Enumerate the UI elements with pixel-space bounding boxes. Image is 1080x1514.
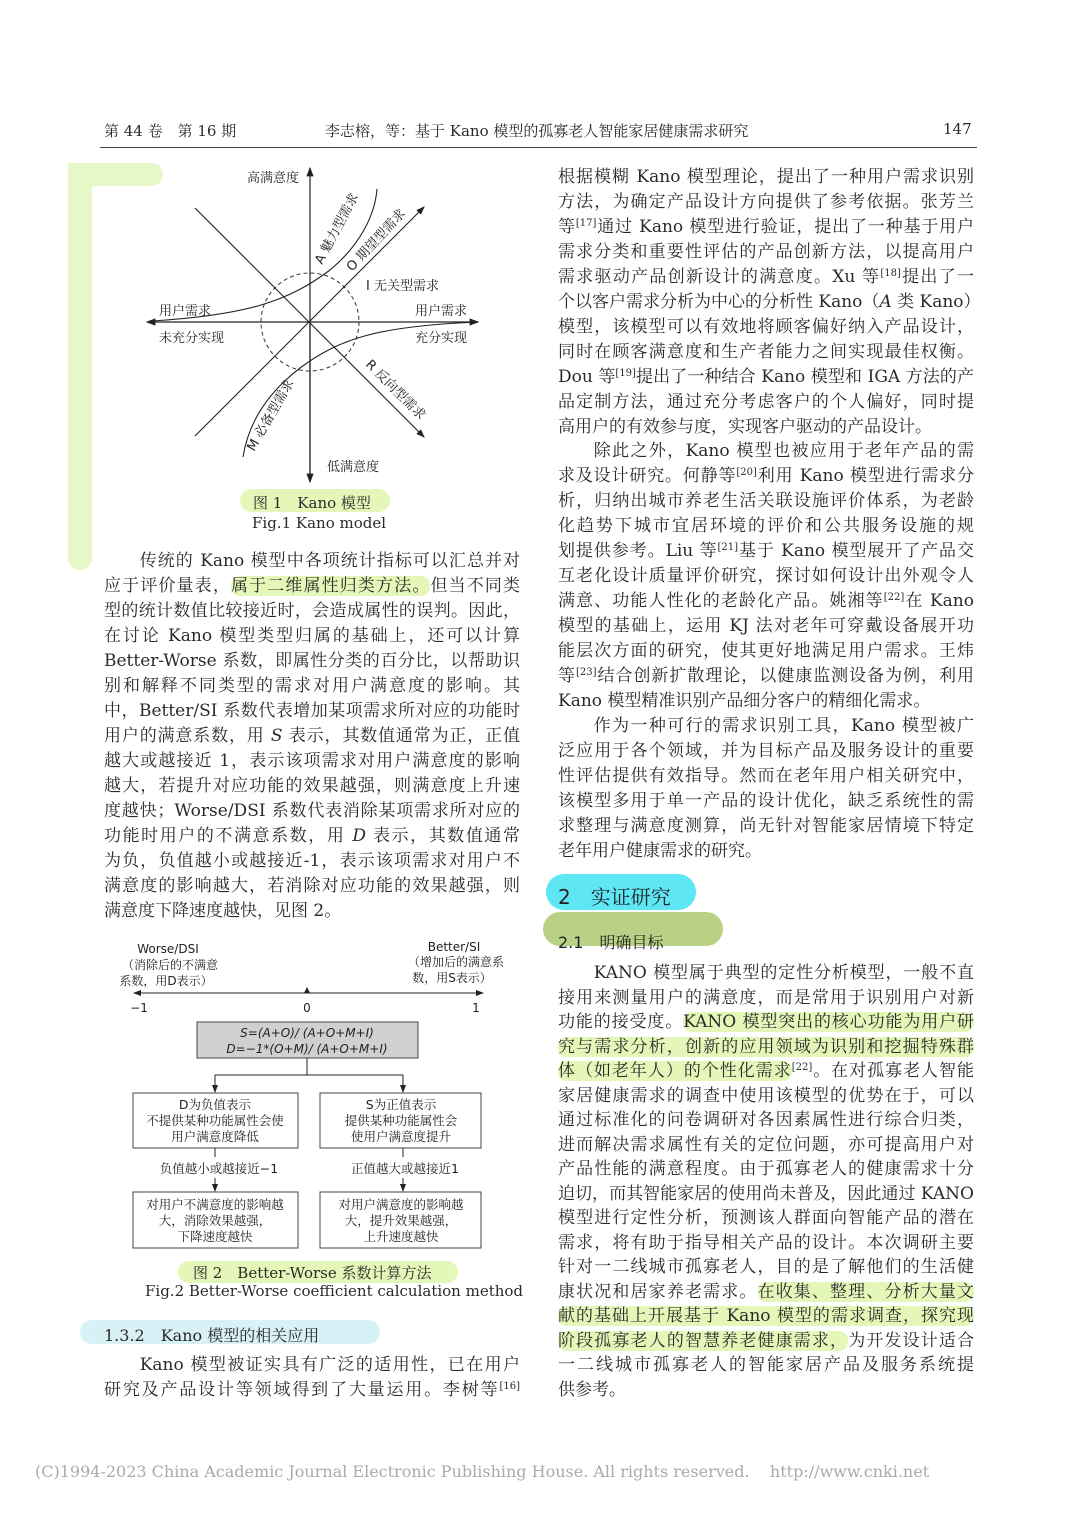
text-run: 性评估提供有效指导。然而在老年用户相关研究中， [558,765,974,786]
text-run: 提出了一 [900,266,974,287]
text-line [558,265,974,290]
text-run: 等 [558,666,576,687]
text-line [104,599,520,624]
text-run: 能层次方面的研究，使其更好地满足用户需求。王炜 [558,641,974,662]
text-line [558,190,974,215]
citation-ref: [23] [575,667,597,679]
text-run: 作为一种可行的需求识别工具，Kano 模型被广 [593,715,974,736]
text-run: 类 Kano） [891,291,981,312]
annotation-bar [68,163,92,570]
fig2-caption-cn: 图 2 Better-Worse 系数计算方法 [193,1264,432,1282]
text-line [558,614,974,639]
text-line [558,1378,974,1403]
text-line [558,814,974,839]
text-line [558,1084,974,1109]
better-label: Better/SI [427,940,481,954]
text-line [558,315,974,340]
highlighted-text: 献的基础上开展基于 Kano 模型的需求调查，探究现 [558,1306,974,1326]
text-run: 传统的 Kano 模型中各项统计指标可以汇总并对 [139,551,520,571]
label-right-need: 用户需求 [415,304,468,319]
negative-box-line-3: 用户满意度降低 [171,1129,259,1144]
text-run: 同时在顾客满意度和生产者能力之间实现最佳权衡。 [558,341,974,362]
page-number: 147 [943,120,972,138]
text-line [558,215,974,240]
label-left-need: 用户需求 [159,304,212,319]
text-run: 但当不同类 [430,576,521,596]
label-left-unfulfilled: 未充分实现 [159,331,225,346]
text-run: 品定制方法，通过充分考虑客户的个人偏好，同时提 [558,391,974,412]
label-reverse: R 反向型需求 [362,357,429,424]
math-symbol: S [270,726,283,746]
text-line [558,1182,974,1207]
text-line [558,514,974,539]
text-line [558,365,974,390]
text-run: 产品性能的满意程度。由于孤寡老人的健康需求十分 [558,1159,974,1179]
text-run: 进而解决需求属性有关的定位问题，亦可提高用户对 [558,1134,974,1155]
text-line [104,699,520,724]
better-desc-1: （增加后的满意系 [407,955,505,969]
cnki-link[interactable]: http://www.cnki.net [769,1462,930,1481]
highlighted-text: 体（如老年人）的个性化需求 [558,1061,792,1081]
text-run: 功能时用户的不满意系数，用 [104,826,353,846]
text-line [558,1035,974,1060]
text-run: 需求，将有助于指导相关产品的设计。本次调研主要 [558,1232,974,1253]
copyright-footer [35,1462,929,1481]
text-line [104,674,520,699]
citation-ref: [20] [736,467,757,479]
text-run: 供参考。 [558,1379,626,1400]
formula-s: S=(A+O)/ (A+O+M+I) [240,1026,374,1040]
text-line [104,874,520,899]
text-line [104,899,520,924]
text-run: Kano 模型被证实具有广泛的适用性，已在用户 [139,1355,520,1375]
header-rule [100,147,977,148]
text-run: 结合创新扩散理论，以健康监测设备为例，利用 [596,666,975,687]
text-line [104,624,520,649]
worse-label: Worse/DSI [137,942,199,956]
text-run: 老年用户健康需求的研究。 [558,840,762,861]
math-symbol: A [879,291,892,312]
text-line [558,1206,974,1231]
label-indifferent: I 无关型需求 [366,279,439,294]
text-run: 在 Kano [904,591,974,612]
text-run: 除此之外，Kano 模型也被应用于老年产品的需 [593,441,974,462]
text-line [558,564,974,589]
text-line [104,824,520,849]
text-line [558,689,974,714]
text-run: 方法，为确定产品设计方向提供了参考依据。张芳兰 [558,191,974,212]
text-line [558,240,974,265]
body-text-left-1 [104,549,520,924]
text-run: 越大或越接近 1，表示该项需求对用户满意度的影响 [104,751,520,771]
text-run: 迫切，而其智能家居的使用尚未普及，因此通过 KANO [558,1183,974,1204]
math-symbol: D [352,826,367,846]
citation-ref: [21] [717,542,739,554]
label-attractive: A 魅力型需求 [312,190,363,267]
citation-ref: [18] [880,267,901,279]
negative-box-line-2: 不提供某种功能属性会使 [146,1113,284,1128]
body-text-right-1 [558,165,981,864]
highlighted-text: KANO 模型突出的核心功能为用户研 [683,1012,974,1032]
text-run: 通过标准化的问卷调研对各因素属性进行综合归类， [558,1110,974,1130]
text-run: 化趋势下城市宜居环境的评价和公共服务设施的规 [558,516,974,537]
highlighted-text: 究与需求分析，创新的应用领域为识别和挖掘特殊群 [558,1036,974,1057]
text-run: 析，归纳出城市养老生活关联设施评价体系，为老龄 [558,491,974,512]
text-run: 高用户的有效参与度，实现客户驱动的产品设计。 [558,416,932,437]
text-line [104,1353,520,1378]
text-line [558,290,981,315]
text-run: 一二线城市孤寡老人的智能家居产品及服务系统提 [558,1355,974,1375]
text-line [558,489,974,514]
label-must-be: M 必备型需求 [244,376,298,454]
highlighted-text: 在收集、整理、分析大量文 [757,1281,974,1302]
citation-ref: [22] [791,1062,813,1073]
running-title: 李志榕，等：基于 Kano 模型的孤寡老人智能家居健康需求研究 [325,122,749,140]
text-run: 需求分类和重要性评估的产品创新方法，以提高用户 [558,241,974,262]
text-run: 家居健康需求的调查中使用该模型的优势在于，可以 [558,1085,974,1106]
body-text-left-2 [104,1353,520,1402]
text-line [558,390,974,415]
section-1-3-2-heading: 1.3.2 Kano 模型的相关应用 [104,1326,320,1345]
label-low-satisfaction: 低满意度 [327,460,380,475]
text-run: 根据模糊 Kano 模型理论，提出了一种用户需求识别 [558,167,974,187]
text-run: 应于评价量表， [104,576,231,596]
highlighted-text: 属于二维属性归类方法。 [230,576,431,596]
text-line [558,340,974,365]
worse-desc-2: 系数，用D表示） [119,974,213,988]
text-line [558,1353,974,1378]
text-run: 为负，负值越小或越接近-1，表示该项需求对用户不 [104,851,520,871]
citation-ref: [16] [499,1380,520,1392]
text-line [558,839,974,864]
better-desc-2: 数，用S表示） [412,971,492,985]
kano-model-figure [140,160,490,490]
text-run: 表示，其数值通常为正，正值 [282,726,521,746]
fig2-caption-en: Fig.2 Better-Worse coefficient calculation method [145,1282,524,1300]
tick-minus-one: −1 [130,1001,148,1015]
section-2-1-heading: 2.1 明确目标 [558,933,664,952]
worse-desc-1: （消除后的不满意 [121,958,219,972]
text-line [558,415,974,440]
text-run: Better-Worse 系数，即属性分类的百分比，以帮助识 [104,651,520,671]
text-run: 用户的满意系数，用 [104,726,271,746]
journal-volume-issue: 第 44 卷 第 16 期 [104,122,237,140]
citation-ref: [22] [883,592,905,604]
text-line [558,1010,974,1035]
text-run: 。在对孤寡老人智能 [812,1061,975,1081]
text-run: Kano 模型精准识别产品细分客户的精细化需求。 [558,691,931,712]
text-run: 型的统计数值比较接近时，会造成属性的误判。因此， [104,601,520,621]
text-line [558,1280,974,1305]
text-line [558,464,974,489]
negative-box-line-1: D为负值表示 [178,1097,252,1112]
positive-box-line-3: 使用户满意度提升 [350,1129,452,1144]
fig1-caption-en: Fig.1 Kano model [252,514,387,532]
text-line [558,789,974,814]
text-line [104,549,520,574]
text-line [558,1059,974,1084]
section-2-heading: 2 实证研究 [558,885,671,909]
fig1-caption-cn: 图 1 Kano 模型 [253,494,371,512]
text-line [558,1108,974,1133]
text-line [558,1329,974,1354]
text-run: 针对一二线城市孤寡老人，目的是了解他们的生活健 [558,1257,974,1277]
text-line [104,649,520,674]
text-run: 基于 Kano 模型展开了产品交 [738,541,974,562]
text-run: 度越快；Worse/DSI 系数代表消除某项需求所对应的 [104,801,520,821]
text-line [104,774,520,799]
text-run: 泛应用于各个领域，并为目标产品及服务设计的重要 [558,740,974,761]
text-line [558,714,974,739]
formula-d: D=−1*(O+M)/ (A+O+M+I) [226,1042,388,1056]
text-line [558,439,974,464]
positive-box-line-1: S为正值表示 [365,1097,437,1112]
text-line [558,1255,974,1280]
text-run: 等 [558,216,576,237]
negative-result-line-2: 大，消除效果越强， [158,1213,272,1228]
positive-result-line-1: 对用户满意度的影响越 [338,1197,464,1212]
text-run: 为开发设计适合 [848,1330,975,1351]
positive-condition: 正值越大或越接近1 [351,1161,459,1176]
negative-result-line-3: 下降速度越快 [177,1229,253,1244]
negative-condition: 负值越小或越接近−1 [159,1161,279,1176]
text-run: 功能的接受度。 [558,1012,684,1032]
text-run: 划提供参考。Liu 等 [558,541,718,562]
text-run: 该模型多用于单一产品的设计优化，缺乏系统性的需 [558,790,974,811]
text-run: 互老化设计质量评价研究，探讨如何设计出外观令人 [558,566,974,587]
text-run: 研究及产品设计等领域得到了大量运用。李树等 [104,1379,500,1400]
text-run: 模型的基础上，运用 KJ 法对老年可穿戴设备展开功 [558,616,974,637]
text-line [558,986,974,1011]
text-line [104,574,520,599]
text-run: Dou 等 [558,366,616,387]
citation-ref: [17] [575,217,597,229]
text-run: 利用 Kano 模型进行需求分 [756,466,975,487]
text-run: 需求驱动产品创新设计的满意度。Xu 等 [558,266,881,287]
positive-result-line-3: 上升速度越快 [363,1229,439,1244]
text-line [558,1157,974,1182]
text-run: 满意度下降速度越快，见图 2。 [104,901,342,921]
body-text-right-2 [558,961,974,1402]
text-run: 别和解释不同类型的需求对用户满意度的影响。其 [104,676,520,696]
label-right-fulfilled: 充分实现 [415,331,468,346]
citation-ref: [19] [615,367,636,379]
negative-result-line-1: 对用户不满意度的影响越 [146,1197,284,1212]
text-run: 个以客户需求分析为中心的分析性 Kano（ [558,291,880,312]
text-run: 满意度的影响越大，若消除对应功能的效果越强，则 [104,876,520,896]
text-run: 接用来测量用户的满意度，而是常用于识别用户对新 [558,987,974,1008]
text-line [558,664,974,689]
text-line [558,165,974,190]
text-line [558,1231,974,1256]
text-line [104,1378,520,1403]
text-line [558,589,974,614]
text-line [558,639,974,664]
text-run: 求及设计研究。何静等 [558,466,737,487]
copyright-text: (C)1994-2023 China Academic Journal Electronic Publishing House. All rights reserved. [35,1462,750,1481]
text-run: 表示，其数值通常 [366,826,520,846]
better-worse-figure [105,935,525,1255]
text-run: 提出了一种结合 Kano 模型和 IGA 方法的产 [635,366,974,387]
text-run: 模型，该模型可以有效地将顾客偏好纳入产品设计， [558,316,974,337]
text-line [558,764,974,789]
text-run: KANO 模型属于典型的定性分析模型，一般不直 [593,963,974,983]
text-run: 模型进行定性分析，预测该人群面向智能产品的潜在 [558,1208,974,1228]
text-run: 满意、功能人性化的老龄化产品。姚湘等 [558,591,884,612]
text-run: 康状况和居家养老需求。 [558,1281,758,1302]
text-run: 在讨论 Kano 模型类型归属的基础上，还可以计算 [104,626,520,646]
zero-tick [304,987,310,993]
text-line [558,1133,974,1158]
text-line [558,739,974,764]
positive-result-line-2: 大，提升效果越强， [344,1213,458,1228]
text-run: 求整理与满意度测算，尚无针对智能家居情境下特定 [558,815,974,836]
text-line [104,799,520,824]
label-one-dimensional: O 期望型需求 [343,206,410,275]
text-line [104,749,520,774]
text-line [558,539,974,564]
tick-one: 1 [472,1001,480,1015]
label-high-satisfaction: 高满意度 [247,171,300,186]
text-run: 中，Better/SI 系数代表增加某项需求所对应的功能时 [104,701,520,721]
text-run: 越大，若提升对应功能的效果越强，则满意度上升速 [104,776,520,796]
highlighted-text: 阶段孤寡老人的智慧养老健康需求， [558,1330,849,1351]
text-line [558,961,974,986]
text-line [558,1304,974,1329]
text-line [104,724,520,749]
text-run: 通过 Kano 模型进行验证，提出了一种基于用户 [596,216,975,237]
tick-zero: 0 [303,1001,311,1015]
text-line [104,849,520,874]
positive-box-line-2: 提供某种功能属性会 [344,1113,458,1128]
